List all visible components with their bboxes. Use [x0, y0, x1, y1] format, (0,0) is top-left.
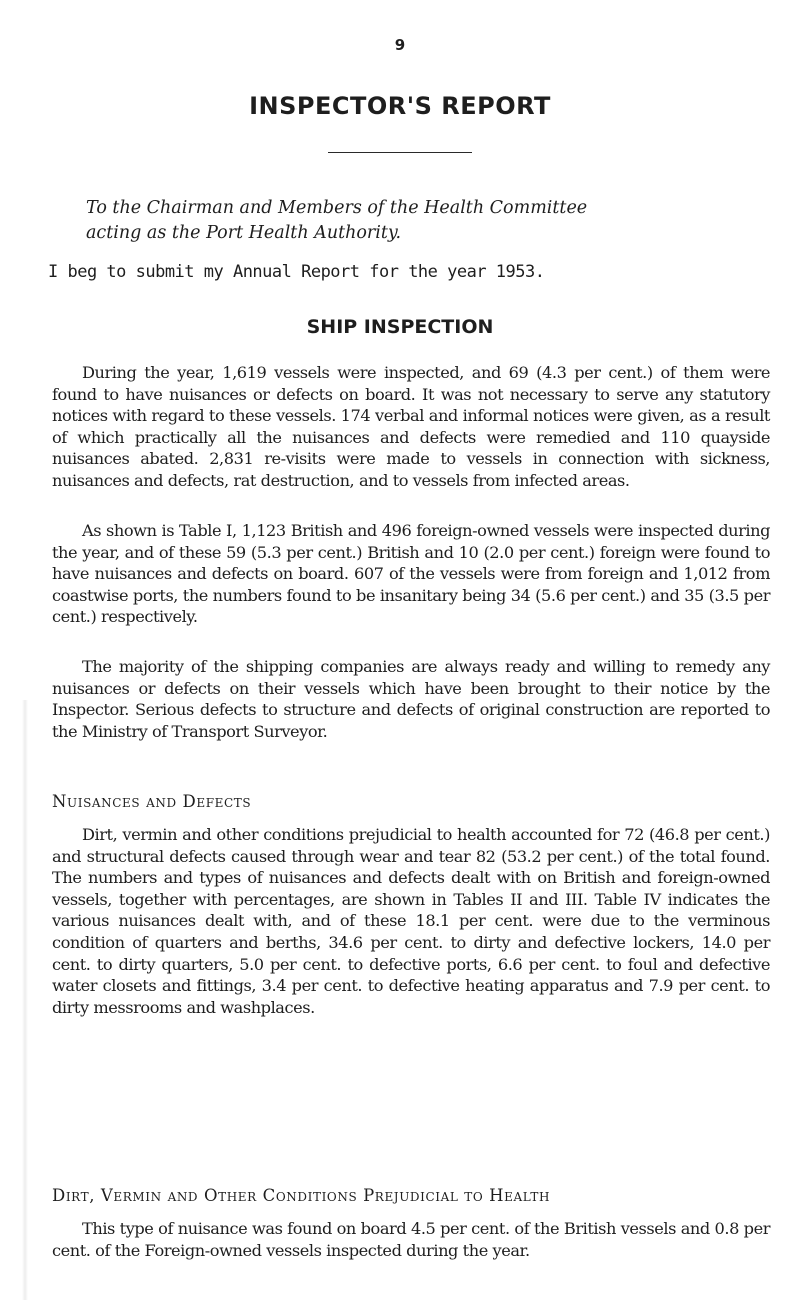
page-number: 9	[394, 36, 406, 54]
paragraph-shipping-companies: The majority of the shipping companies are always ready and willing to remedy any nuisances or defects on their vessels which have been brought to their notice by the Inspector. Serious defects to structure and defects of original construction are reported to the Ministry of Transport Surveyor.	[52, 657, 770, 741]
paragraph-nuisances-defects: Dirt, vermin and other conditions prejudicial to health accounted for 72 (46.8 per cent.) and structural defects caused through wear and tear 82 (53.2 per cent.) of the total found. The numbers and types of nuisances and defects dealt with on British and foreign-owned vessels, together with percentages, are shown in Tables II and III. Table IV indicates the various nuisances dealt with, and of these 18.1 per cent. were due to the verminous condition of quarters and berths, 34.6 per cent. to dirty and defective lockers, 14.0 per cent. to dirty quarters, 5.0 per cent. to defective ports, 6.6 per cent. to foul and defective water closets and fittings, 3.4 per cent. to defective heating apparatus and 7.9 per cent. to dirty messrooms and washplaces.	[52, 825, 770, 1017]
paragraph-dirt-vermin: This type of nuisance was found on board 4.5 per cent. of the British vessels and 0.8 per cent. of the Foreign-owned vessels inspected during the year.	[52, 1219, 770, 1260]
intro-sentence: I beg to submit my Annual Report for the year 1953.	[48, 262, 545, 282]
subheading-nuisances-defects: Nuisances and Defects	[52, 792, 252, 811]
report-title: INSPECTOR'S REPORT	[249, 92, 551, 120]
addressee-line-1: To the Chairman and Members of the Health Committee	[86, 198, 588, 218]
addressee	[86, 196, 776, 246]
section-title: SHIP INSPECTION	[306, 316, 494, 338]
paragraph-ship-inspection-summary: During the year, 1,619 vessels were inspected, and 69 (4.3 per cent.) of them were found to have nuisances or defects on board. It was not necessary to serve any statutory notices with regard to these vessels. 174 verbal and informal notices were given, as a result of which practically all the nuisances and defects were remedied and 110 quayside nuisances abated. 2,831 re-visits were made to vessels in connection with sickness, nuisances and defects, rat destruction, and to vessels from infected areas.	[52, 363, 770, 490]
paragraph-british-foreign-vessels: As shown is Table I, 1,123 British and 496 foreign-owned vessels were inspected during the year, and of these 59 (5.3 per cent.) British and 10 (2.0 per cent.) foreign were found to have nuisances and defects on board. 607 of the vessels were from foreign and 1,012 from coastwise ports, the numbers found to be insanitary being 34 (5.6 per cent.) and 35 (3.5 per cent.) respectively.	[52, 521, 770, 627]
title-underline	[328, 152, 472, 153]
addressee-line-2: acting as the Port Health Authority.	[86, 223, 402, 243]
page-margin-shadow	[22, 700, 28, 1300]
subheading-dirt-vermin: Dirt, Vermin and Other Conditions Prejudicial to Health	[52, 1186, 551, 1205]
